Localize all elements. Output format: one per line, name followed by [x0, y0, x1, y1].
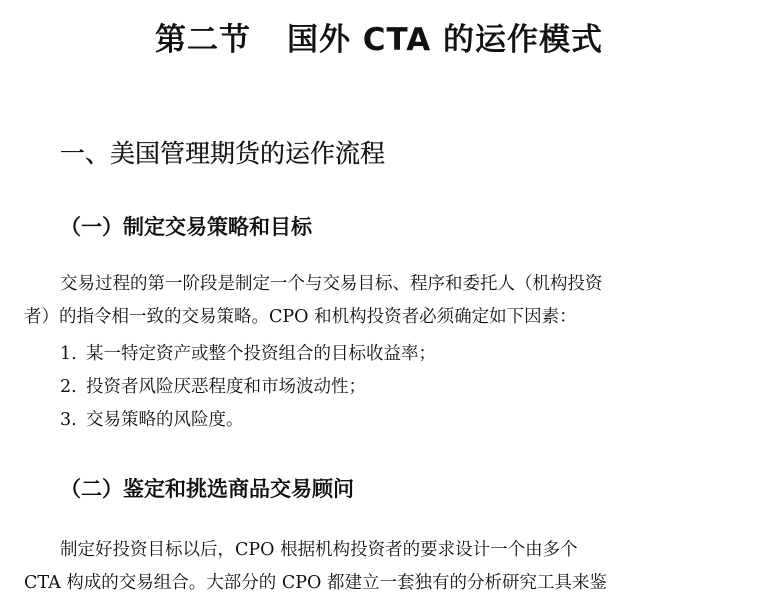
heading-level-1: 一、美国管理期货的运作流程	[60, 139, 386, 168]
list-item-text: 投资者风险厌恶程度和市场波动性；	[86, 377, 366, 397]
paragraph-line: 交易过程的第一阶段是制定一个与交易目标、程序和委托人（机构投资	[60, 274, 603, 294]
list-item	[60, 404, 436, 437]
list-item-text: 某一特定资产或整个投资组合的目标收益率；	[86, 344, 436, 364]
factor-list	[60, 338, 436, 437]
subsection-1-title: （一）制定交易策略和目标	[60, 214, 312, 239]
section-number: 第二节	[154, 22, 251, 58]
subsection-2-title: （二）鉴定和挑选商品交易顾问	[60, 476, 354, 501]
list-item	[60, 338, 436, 371]
list-item-text: 交易策略的风险度。	[86, 410, 244, 430]
section-name: 国外 CTA 的运作模式	[286, 22, 604, 58]
subsection-2-paragraph	[24, 534, 750, 600]
section-title	[0, 14, 758, 66]
paragraph-line: 制定好投资目标以后，CPO 根据机构投资者的要求设计一个由多个	[60, 540, 578, 560]
list-item	[60, 371, 436, 404]
list-item-number: 3.	[60, 410, 77, 430]
subsection-1-paragraph	[24, 268, 750, 334]
paragraph-line: CTA 构成的交易组合。大部分的 CPO 都建立一套独有的分析研究工具来鉴	[24, 573, 607, 593]
list-item-number: 1.	[60, 344, 77, 364]
list-item-number: 2.	[60, 377, 77, 397]
paragraph-line: 者）的指令相一致的交易策略。CPO 和机构投资者必须确定如下因素：	[24, 307, 577, 327]
